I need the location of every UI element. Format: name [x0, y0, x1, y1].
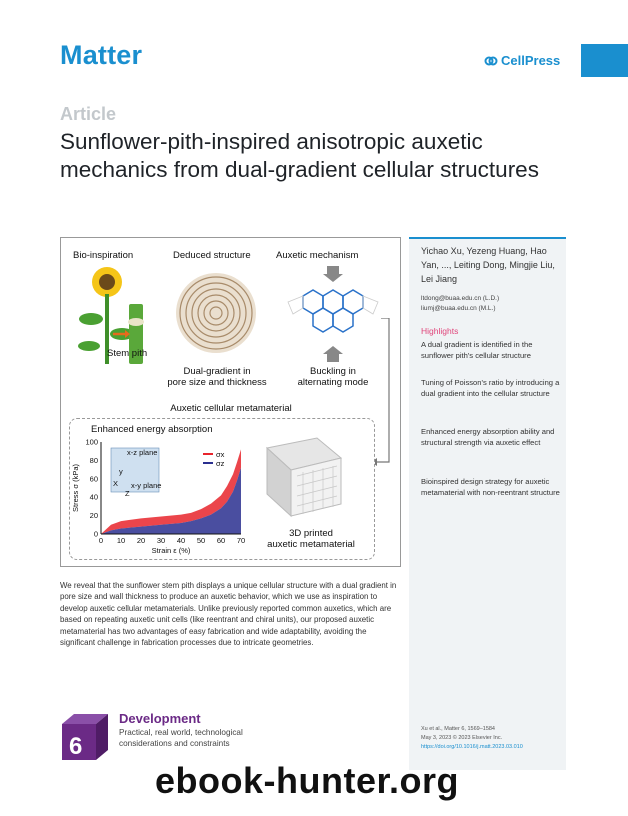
- highlight-item: Enhanced energy absorption ability and structural strength via auxetic effect: [421, 427, 555, 447]
- abstract-text: We reveal that the sunflower stem pith displays a unique cellular structure with a dual gradient in pore size and wall thickness to produce an auxetic behavior, which we use as inspiration to develop auxetic cellular metamaterials. Unlike previously reported common auxetics, which are based on repeating auxetic unit cells (like reentrant and chiral units), our proposed auxetic metamaterial has two advantages of easy fabrication and wide adaptability, avoiding the significant challenge in fabrication processes due to intricate geometries.: [60, 581, 397, 648]
- sunflower-petals: [92, 267, 122, 297]
- highlights-heading: Highlights: [421, 326, 459, 336]
- y-tick-label: 60: [89, 474, 98, 484]
- inset-axis-z: Z: [125, 489, 130, 498]
- flow-arrow: [375, 318, 395, 468]
- inset-xz-label: x-z plane: [127, 448, 158, 457]
- printed-metamaterial-image: [257, 428, 349, 520]
- cellular-structure-diagram: [173, 270, 259, 356]
- inset-axis-x: X: [113, 479, 119, 488]
- publisher-name: CellPress: [501, 53, 561, 68]
- watermark-text: ebook-hunter.org: [155, 760, 459, 801]
- author-list: Yichao Xu, Yezeng Huang, Hao Yan, ..., Leiting Dong, Mingjie Liu, Lei Jiang: [421, 246, 555, 284]
- graphical-abstract: [60, 237, 401, 567]
- article-title: Sunflower-pith-inspired anisotropic auxetic mechanics from dual-gradient cellular structures: [60, 129, 539, 182]
- sidebar-panel: [409, 237, 566, 770]
- publisher-logo: [484, 53, 560, 68]
- email-item[interactable]: liumj@buaa.edu.cn (M.L.): [421, 305, 496, 312]
- email-item[interactable]: ltdong@buaa.edu.cn (L.D.): [421, 295, 500, 302]
- journal-title: Matter: [60, 40, 143, 70]
- label-energy-absorption: Enhanced energy absorption: [91, 424, 213, 435]
- x-tick-label: 60: [216, 536, 226, 545]
- legend-label: σx: [216, 450, 225, 459]
- x-tick-label: 30: [156, 536, 166, 545]
- development-title: Development: [119, 711, 201, 726]
- label-3d-printed: 3D printed auxetic metamaterial: [267, 528, 355, 550]
- highlight-item: Tuning of Poisson's ratio by introducing a dual gradient into the cellular structure: [421, 378, 560, 398]
- article-type: Article: [60, 104, 117, 124]
- cellpress-icon: [484, 54, 498, 68]
- label-auxetic-mechanism: Auxetic mechanism: [276, 250, 359, 261]
- citation-line: Xu et al., Matter 6, 1569–1584: [421, 726, 495, 732]
- journal-color-tab: [581, 44, 628, 77]
- x-tick-label: 10: [116, 536, 126, 545]
- citation-date: May 3, 2023 © 2023 Elsevier Inc.: [421, 735, 503, 741]
- email-list: [421, 294, 561, 314]
- development-description: Practical, real world, technological considerations and constraints: [119, 728, 243, 748]
- y-tick-label: 80: [89, 455, 98, 465]
- label-dual-gradient: Dual-gradient in pore size and thickness: [167, 366, 267, 388]
- inset-xy-label: x-y plane: [131, 481, 162, 490]
- legend-label: σz: [216, 459, 225, 468]
- y-tick-label: 0: [93, 529, 98, 539]
- label-buckling: Buckling in alternating mode: [297, 366, 369, 388]
- x-tick-label: 40: [176, 536, 186, 545]
- label-bio-inspiration: Bio-inspiration: [73, 250, 134, 261]
- x-axis-label: Strain ε (%): [151, 546, 191, 555]
- development-cube-icon: [60, 712, 110, 762]
- x-tick-label: 70: [236, 536, 246, 545]
- doi-link[interactable]: https://doi.org/10.1016/j.matt.2023.03.010: [421, 744, 523, 750]
- y-tick-label: 40: [89, 492, 98, 502]
- x-tick-label: 20: [136, 536, 146, 545]
- y-tick-label: 100: [85, 437, 98, 447]
- x-tick-label: 0: [98, 536, 104, 545]
- development-number: 6: [69, 733, 83, 760]
- label-stem-pith: Stem pith: [107, 348, 148, 359]
- highlight-item: A dual gradient is identified in the sunflower pith's cellular structure: [421, 340, 533, 360]
- inset-axis-y: y: [119, 467, 123, 476]
- stress-strain-chart: [69, 434, 249, 560]
- auxetic-mechanism-diagram: [283, 266, 383, 362]
- y-tick-label: 20: [89, 511, 98, 521]
- highlight-item: Bioinspired design strategy for auxetic metamaterial with non-reentrant structure: [421, 477, 560, 497]
- y-axis-label: Stress σ (kPa): [71, 464, 80, 512]
- label-deduced-structure: Deduced structure: [173, 250, 251, 261]
- label-auxetic-cellular-metamaterial: Auxetic cellular metamaterial: [170, 403, 292, 414]
- x-tick-label: 50: [196, 536, 206, 545]
